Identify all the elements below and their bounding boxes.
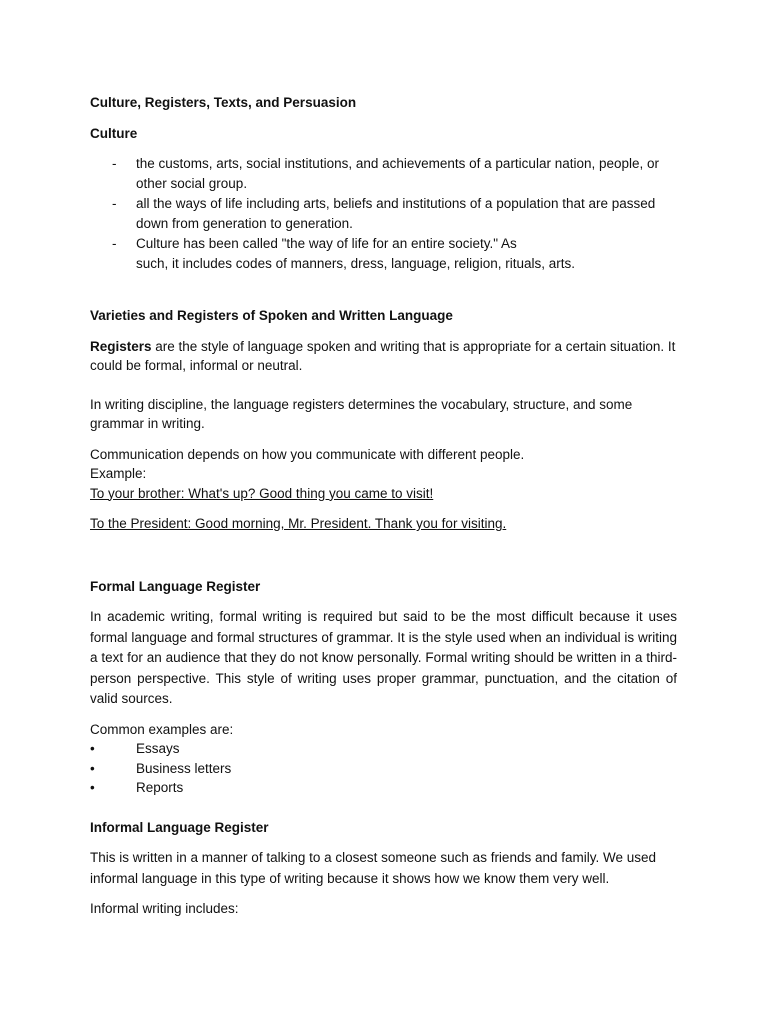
example-label: Example: <box>90 466 147 481</box>
dash-marker: - <box>112 236 117 251</box>
list-item <box>90 194 677 233</box>
registers-term: Registers <box>90 338 152 354</box>
list-item-text: all the ways of life including arts, beliefs and institutions of a population that are passed down from generation to generation. <box>136 196 656 231</box>
document-page <box>90 93 677 919</box>
registers-definition: are the style of language spoken and writing that is appropriate for a certain situation. It could be formal, informal or neutral. <box>90 338 676 373</box>
formal-examples-list <box>90 739 677 798</box>
list-item-text: Reports <box>136 780 184 795</box>
writing-discipline-paragraph: In writing discipline, the language registers determines the vocabulary, structure, and some grammar in writing. <box>90 396 633 431</box>
culture-heading: Culture <box>90 125 138 141</box>
list-item <box>90 778 677 798</box>
informal-paragraph: This is written in a manner of talking to a closest someone such as friends and family. We used informal language in this type of writing because it shows how we know them very well. <box>90 850 657 886</box>
varieties-heading: Varieties and Registers of Spoken and Written Language <box>90 308 453 323</box>
list-item-text: the customs, arts, social institutions, and achievements of a particular nation, people, or other social group. <box>136 156 660 191</box>
list-item-text: such, it includes codes of manners, dress, language, religion, rituals, arts. <box>136 255 575 271</box>
list-item <box>90 154 677 193</box>
bullet-marker: • <box>90 741 95 756</box>
culture-definition-list <box>90 154 677 273</box>
example-president: To the President: Good morning, Mr. President. Thank you for visiting. <box>90 516 507 531</box>
communication-paragraph: Communication depends on how you communicate with different people. <box>90 446 525 462</box>
informal-includes-label: Informal writing includes: <box>90 901 239 916</box>
bullet-marker: • <box>90 780 95 795</box>
list-item <box>90 759 677 779</box>
dash-marker: - <box>112 196 117 211</box>
bullet-marker: • <box>90 760 95 776</box>
dash-marker: - <box>112 156 117 171</box>
list-item-text: Essays <box>136 741 180 756</box>
example-brother: To your brother: What's up? Good thing you came to visit! <box>90 485 434 501</box>
formal-heading: Formal Language Register <box>90 578 261 594</box>
document-title: Culture, Registers, Texts, and Persuasion <box>90 95 357 110</box>
list-item <box>90 234 677 273</box>
list-item-text: Culture has been called "the way of life for an entire society." As <box>136 236 517 251</box>
list-item <box>90 739 677 759</box>
formal-examples-label: Common examples are: <box>90 721 234 737</box>
informal-heading: Informal Language Register <box>90 819 269 835</box>
registers-paragraph <box>90 337 677 376</box>
formal-paragraph: In academic writing, formal writing is required but said to be the most difficult because it uses formal language and formal structures of grammar. It is the style used when an individual is writing a text for an audience that they do not know personally. Formal writing should be written in a third-person perspective. This style of writing uses proper grammar, punctuation, and the citation of valid sources. <box>90 609 677 706</box>
list-item-text: Business letters <box>136 760 232 776</box>
